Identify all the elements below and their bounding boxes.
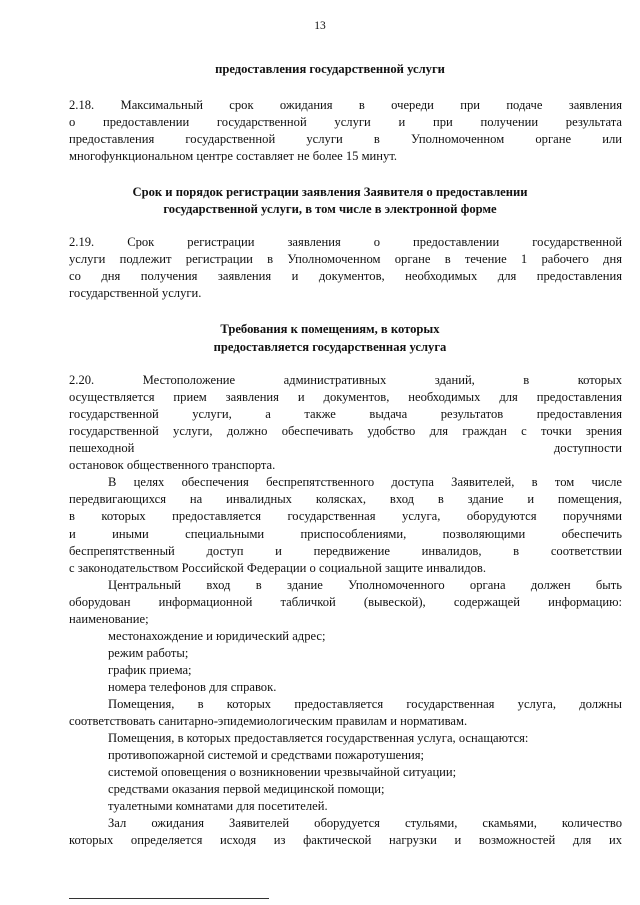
text-line: Помещения, в которых предоставляется государственная услуга, должны [108,697,622,711]
text-line: государственной услуги. [69,286,202,301]
text-line: наименование; [69,611,149,626]
text-line: 2.20. Местоположение административных зданий, в которых [69,373,622,387]
page-number: 13 [314,20,326,32]
text-line: 2.19. Срок регистрации заявления о предоставлении государственной [69,235,622,249]
text-line: местонахождение и юридический адрес; [108,628,326,643]
text-line: пешеходной доступности [69,441,622,456]
text-line: осуществляется прием заявления и документов, необходимых для предоставления [69,390,622,405]
text-line: оборудован информационной табличкой (вывеской), содержащей информацию: [69,594,622,609]
text-line: государственной услуги, а также выдача результатов предоставления [69,407,622,422]
text-line: соответствовать санитарно-эпидемиологическим правилам и нормативам. [69,714,468,728]
section-heading: Срок и порядок регистрации заявления Заявителя о предоставлении [132,185,528,199]
text-line: услуги подлежит регистрации в Уполномоченном органе в течение 1 рабочего дня [69,252,622,267]
text-line: номера телефонов для справок. [108,679,277,694]
text-line: со дня получения заявления и документов, необходимых для предоставления [69,269,622,284]
text-line: Зал ожидания Заявителей оборудуется стульями, скамьями, количество [108,816,622,831]
section-heading: государственной услуги, в том числе в электронной форме [163,202,497,216]
text-line: Помещения, в которых предоставляется государственная услуга, оснащаются: [108,731,529,745]
text-line: 2.18. Максимальный срок ожидания в очереди при подаче заявления [69,98,622,112]
text-line: многофункциональном центре составляет не более 15 минут. [69,149,398,164]
section-heading: предоставления государственной услуги [215,62,445,76]
section-heading: предоставляется государственная услуга [213,340,447,354]
text-line: и иными специальными приспособлениями, позволяющими обеспечить [69,526,622,541]
text-line: Центральный вход в здание Уполномоченного органа должен быть [108,577,622,592]
text-line: В целях обеспечения беспрепятственного доступа Заявителей, в том числе [108,475,622,490]
footnote-divider [69,898,269,899]
text-line: в которых предоставляется государственная услуга, оборудуются поручнями [69,509,622,524]
text-line: о предоставлении государственной услуги и при получении результата [69,115,622,129]
text-line: которых определяется исходя из фактической нагрузки и возможностей для их [69,833,622,848]
text-line: предоставления государственной услуги в Уполномоченном органе или [69,132,622,147]
text-line: график приема; [108,662,192,677]
text-line: режим работы; [108,645,189,660]
text-line: системой оповещения о возникновении чрезвычайной ситуации; [108,765,457,780]
text-line: беспрепятственный доступ и передвижение инвалидов, в соответствии [69,543,622,558]
text-line: туалетными комнатами для посетителей. [108,799,328,814]
section-heading: Требования к помещениям, в которых [220,322,440,336]
text-line: противопожарной системой и средствами пожаротушения; [108,748,425,763]
text-line: передвигающихся на инвалидных колясках, вход в здание и помещения, [69,492,622,507]
text-line: государственной услуги, должно обеспечивать удобство для граждан с точки зрения [69,424,622,439]
text-line: остановок общественного транспорта. [69,458,276,473]
text-line: с законодательством Российской Федерации о социальной защите инвалидов. [69,560,487,575]
text-line: средствами оказания первой медицинской помощи; [108,782,385,797]
